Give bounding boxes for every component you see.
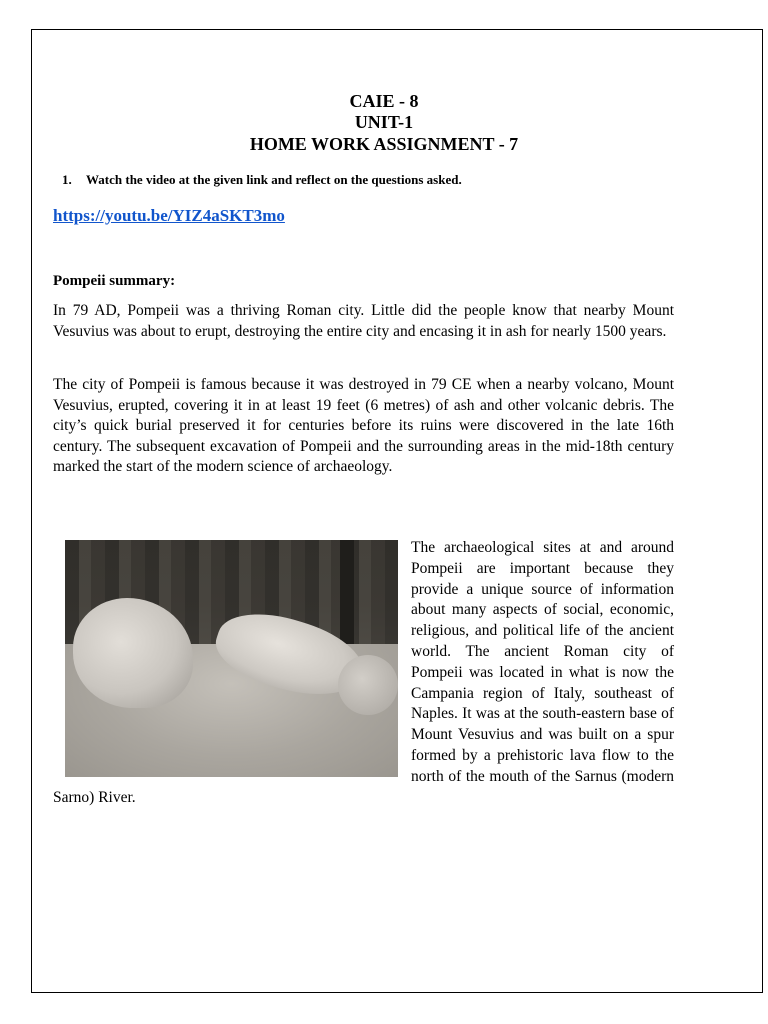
- summary-paragraph-2: The city of Pompeii is famous because it was destroyed in 79 CE when a nearby volcano, Mount Vesuvius, erupted, covering it in at least 19 feet (6 metres) of ash and other volcanic debris. The city’s quick burial preserved it for centuries before its ruins were discovered in the late 16th century. The subsequent excavation of Pompeii and the surrounding areas in the mid-18th century marked the start of the modern science of archaeology.: [53, 376, 674, 475]
- assignment-title: HOME WORK ASSIGNMENT - 7: [249, 134, 519, 154]
- course-title: CAIE - 8: [349, 91, 419, 111]
- pompeii-casts-photo: [65, 540, 398, 777]
- photo-post: [340, 540, 354, 654]
- unit-title: UNIT-1: [354, 112, 414, 132]
- summary-paragraph-3: The archaeological sites at and around Pompeii are important because they provide a unique source of information about many aspects of social, economic, religious, and political life of the ancient world. The ancient Roman city of Pompeii was located in what is now the Campania region of Italy, southeast of Naples. It was at the south-eastern base of Mount Vesuvius and was built on a spur formed by a prehistoric lava flow to the north of the mouth of the Sarnus (modern Sarno) River.: [53, 539, 674, 806]
- photo-rock: [338, 655, 398, 715]
- task-text: Watch the video at the given link and reflect on the questions asked.: [86, 172, 462, 187]
- summary-paragraph-1: In 79 AD, Pompeii was a thriving Roman city. Little did the people know that nearby Mount Vesuvius was about to erupt, destroying the entire city and encasing it in ash for nearly 1500 years.: [53, 302, 674, 340]
- summary-heading: Pompeii summary:: [53, 273, 176, 289]
- task-number: 1.: [62, 172, 72, 187]
- video-link[interactable]: https://youtu.be/YIZ4aSKT3mo: [53, 206, 285, 225]
- task-item: [62, 172, 462, 188]
- image-text-block: [53, 538, 674, 808]
